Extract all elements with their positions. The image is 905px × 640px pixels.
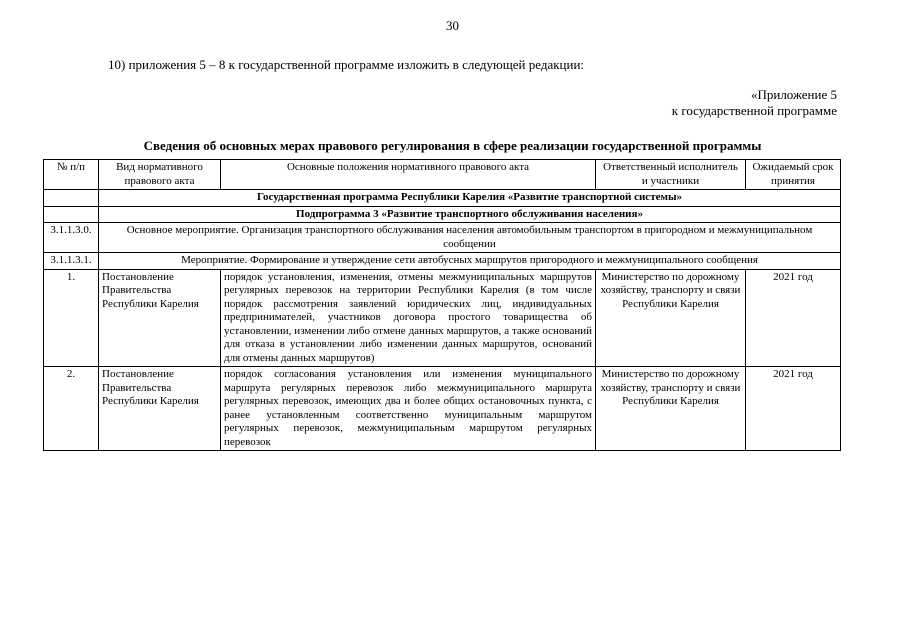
appendix-header [672, 87, 837, 119]
intro-paragraph: 10) приложения 5 – 8 к государственной программе изложить в следующей редакции: [108, 57, 585, 72]
appendix-line-2: к государственной программе [671, 103, 837, 118]
table-header-row [44, 160, 841, 190]
row-num: 1. [44, 269, 99, 367]
header-term: Ожидаемый срок принятия [746, 160, 841, 190]
main-event-row [44, 223, 841, 253]
page-number: 30 [446, 18, 459, 33]
event-row [44, 253, 841, 270]
header-num: № п/п [44, 160, 99, 190]
row-term: 2021 год [746, 269, 841, 367]
row-provisions: порядок согласования установления или изменения муниципального маршрута регулярных перевозок либо межмуниципального маршрута регулярных перевозок, имеющих два и более общих остановочных пункта, с ранее установленным соответственно муниципальным маршрутом регулярных перевозок, межмуниципальным маршрутом регулярных перевозок [221, 367, 596, 451]
program-row [44, 190, 841, 207]
row-act-type: Постановление Правительства Республики Карелия [99, 269, 221, 367]
subprogram-row [44, 206, 841, 223]
row-term: 2021 год [746, 367, 841, 451]
main-event-code: 3.1.1.3.0. [44, 223, 99, 253]
event-text: Мероприятие. Формирование и утверждение сети автобусных маршрутов пригородного и межмуниципального сообщения [99, 253, 841, 270]
row-provisions: порядок установления, изменения, отмены межмуниципальных маршрутов регулярных перевозок на территории Республики Карелия (в том числе порядок рассмотрения заявлений юридических лиц, индивидуальных предпринимателей, участников договора простого товарищества об установлении, изменении либо отмене данных маршрутов, а также оснований для отказа в установлении либо изменении данных маршрутов, оснований для отмены данных маршрутов) [221, 269, 596, 367]
event-code: 3.1.1.3.1. [44, 253, 99, 270]
program-row-empty-cell [44, 190, 99, 207]
subprogram-row-empty-cell [44, 206, 99, 223]
header-executor: Ответственный исполнитель и участники [596, 160, 746, 190]
table-row [44, 269, 841, 367]
table-row [44, 367, 841, 451]
header-provisions: Основные положения нормативного правового акта [221, 160, 596, 190]
subprogram-title: Подпрограмма 3 «Развитие транспортного обслуживания населения» [99, 206, 841, 223]
row-executor: Министерство по дорожному хозяйству, транспорту и связи Республики Карелия [596, 367, 746, 451]
row-num: 2. [44, 367, 99, 451]
row-executor: Министерство по дорожному хозяйству, транспорту и связи Республики Карелия [596, 269, 746, 367]
appendix-line-1: «Приложение 5 [750, 87, 837, 102]
header-act-type: Вид нормативного правового акта [99, 160, 221, 190]
measures-table [43, 159, 841, 451]
program-title: Государственная программа Республики Карелия «Развитие транспортной системы» [99, 190, 841, 207]
main-event-text: Основное мероприятие. Организация транспортного обслуживания населения автомобильным транспортом в пригородном и межмуниципальном сообщении [99, 223, 841, 253]
table-title: Сведения об основных мерах правового регулирования в сфере реализации государственной программы [143, 138, 762, 153]
row-act-type: Постановление Правительства Республики Карелия [99, 367, 221, 451]
